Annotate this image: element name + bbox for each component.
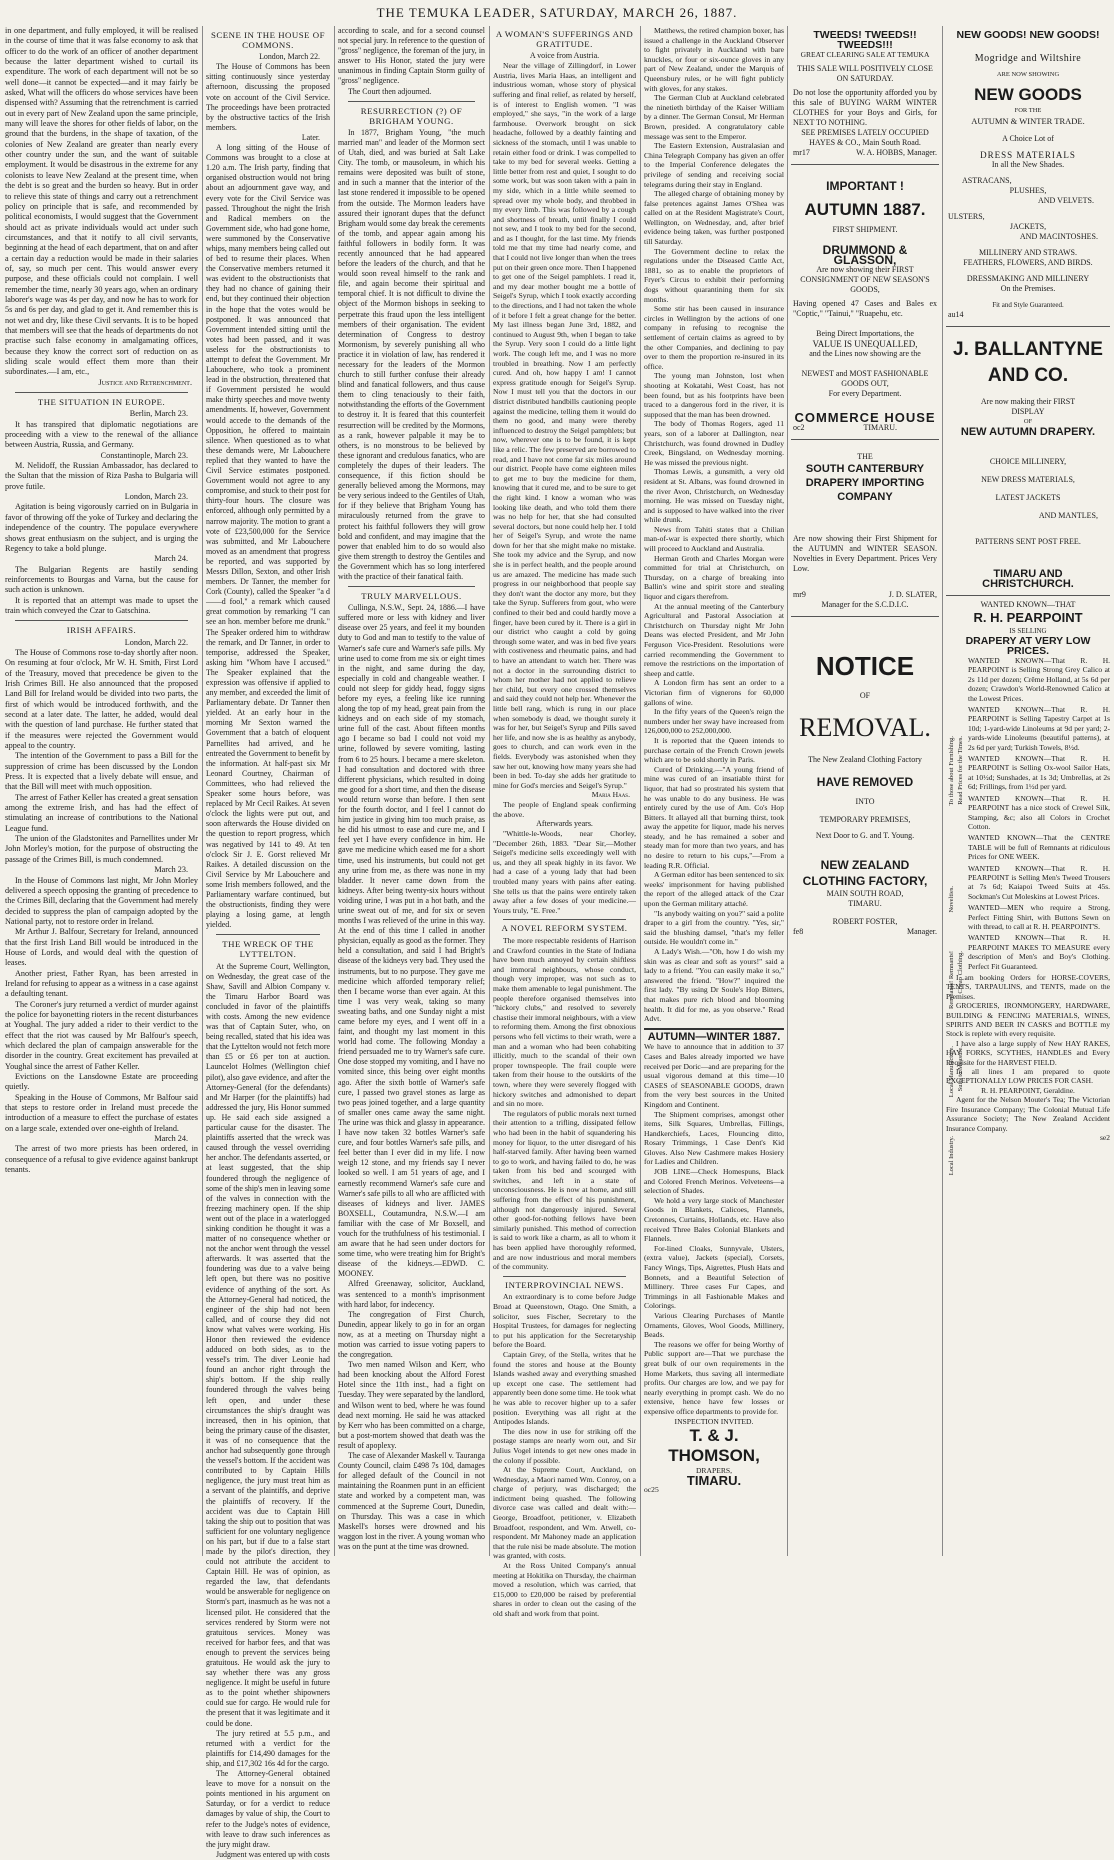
ballantyne-advertisement [946,327,1110,596]
ad-footer [793,148,937,158]
ad-text: Being Direct Importations, the [816,329,914,338]
pearpoint-side-captions [948,736,968,1236]
news-paragraph: At the Supreme Court, Wellington, on Wednesday, the great case of the Shaw, Savill and Albion Company v. the Timaru Harbor Board was concluded in favor of the plaintiffs with costs. Among the new evidence was that of Captain Suter, who, on being recalled, stated that his idea was that the Lyttelton would not fetch more than £5 or £6 per ton at auction. Launcelot Holmes (Wellington chief pilot), also gave evidence, and after the Attorney-General (for the defendants) and Mr Harper (for the plaintiffs) had addressed the jury, His Honor summed up. He said each side assigned a particular cause for the disaster. The plaintiffs asserted that the wreck was caused through the vessel overriding her anchor. The defendants asserted, or at least suggested, that the ship foundered through the negligence of some of the ship's men in leaving some of the valves in connection with the freezing machinery open. If the ship went out of the place in a waterlogged sinking condition he thought it was a matter of no consequence whether or not the anchor went through the vessel afterwards. It was asserted that the foundering was due to a valve being left open, but there was no positive evidence of anything of the sort. As the Attorney-General had noticed, the engineer of the ship had not been called, and of course they did not know what valves were working. His Honor then reviewed the evidence adduced on both sides, as to the vessel's trim. The diver Leonie had found an anchor right through the ship's bottom. If the ship really foundered through the valves being left open, and under these circumstances the ship's draught was increased, then in his opinion, that being the primary cause of the disaster, it was of no consequence that the anchor had subsequently gone through the vessel's bottom. If the accident was contributed to by Captain Hills negligence, the jury must treat him as a servant of the plaintiffs, and deprive the plaintiffs of recovery. If the accident was due to Captain Hill taking the ship out to position that was sufficient for one voluntary negligence on his part, but if due to a false start made by the pilot's direction, they could not attribute the accident to Captain Hill. He was of opinion, as regarded the law, that defendants would be answerable for negligence on Storm's part, inasmuch as he was not a licensed pilot. He considered that the services rendered by Storm were not gratuitous services. Money was received for harbor fees, and that was enough to prevent the services being gratuitous. He would ask the jury to say whether there was any gross negligence. It might be useful in future as to the point whether shipowners could sue for cargo. He would rule for the present that it was legitimate and it could be done. [206,961,331,1728]
news-paragraph: Alfred Greenaway, solicitor, Auckland, was sentenced to a month's imprisonment with hard labor, for indecency. [338,1279,485,1309]
ad-heading: HAVE REMOVED [816,775,914,789]
ad-code: au14 [948,310,964,319]
ad-firm-name: T. & J. THOMSON, [668,1426,760,1466]
side-caption: Local Industry. [948,1136,955,1176]
heading-novel-reform: A NOVEL REFORM SYSTEM. [501,923,628,934]
news-paragraph: The German Club at Auckland celebrated the ninetieth birthday of the Kaiser William by a dinner. The German Consul, Mr Herman Brown, presided. A congratulatory cable message was sent to the Emperor. [644,93,784,141]
ad-town: TIMARU. [686,1472,742,1488]
ad-town: TIMARU. [848,899,882,908]
news-paragraph: Another priest, Father Ryan, has been arrested in Ireland for refusing to appear as a witness in a case against a defaulting tenant. [5,968,198,999]
ad-text: ASTRACANS, [962,176,1012,185]
column-4 [493,26,636,1618]
ad-heading: IMPORTANT ! [826,179,904,193]
dateline: London, March 22. [259,52,320,62]
news-paragraph: At the Ross United Company's annual meeting at Hokitika on Thursday, the chairman moved a resolution, which was carried, that £15,000 to £20,000 be raised by preferential shares in order to clean out the casing of the old shaft and work from that point. [493,1561,636,1618]
wanted-item: WANTED KNOWN—That R. H. PEARPOINT is Selling Strong Grey Calico at 2s 11d per dozen; Crême Holland, at 5s 6d per dozen; Crawdon's World-Renowned Calico at the Lowest Prices. [968,656,1110,703]
ad-heading: NEW GOODS! NEW GOODS! [956,29,1100,41]
news-paragraph: It is reported that the Queen intends to purchase certain of the French Crown jewels which are to be sold shortly in Paris. [644,735,784,765]
news-paragraph: Cured of Drinking.—"A young friend of mine was cured of an insatiable thirst for liquor, that had so prostrated his system that he was unable to do any business. He was entirely cured by the use of Am. Co's Hop Bitters. It allayed all that burning thirst, took away the appetite for liquor, made his nerves steady, and he has remained a sober and steady man for more than two years, and has no desire to return to his cups,"—From a leading R.R. Official. [644,764,784,870]
news-paragraph: The arrest of Father Keller has created a great sensation among the extreme Irish, and has had the effect of stimulating an increase of contributions to the National League fund. [5,792,198,833]
dateline: London, March 22. [124,637,188,647]
ad-text: TEMPORARY PREMISES, [819,815,911,824]
divider [15,620,188,621]
heading-scene: SCENE IN THE HOUSE OF COMMONS. [211,30,325,51]
news-paragraph: The Attorney-General obtained leave to move for a nonsuit on the points mentioned in his argument on Saturday, or for a verdict to reduce damages by value of ship, the Court to refer to the Judge's notes of evidence, with leave to draw such inferences as the jury might draw. [206,1769,330,1849]
ad-text: Having opened 47 Cases and Bales ex "Coptic," "Tainui," "Ruapehu, etc. [793,299,937,318]
heading-resurrection: RESURRECTION (?) OF BRIGHAM YOUNG. [360,105,463,126]
news-paragraph: The intention of the Government to pass a Bill for the suppression of crime has been discussed by the London Press. It is expected that a lively debate will ensue, and that the Bill will meet with much opposition. [5,751,198,792]
ad-text: The New Zealand Clothing Factory [808,755,922,764]
ad-text: OF [859,691,871,700]
column-rule [202,26,203,1556]
news-paragraph: The Bulgarian Regents are hastily sending reinforcements to Bourgas and Varna, but the cause for such action is unknown. [5,564,198,595]
ad-text: We have to announce that in addition to 37 Cases and Bales already imported we have received per Doric—and are preparing for the usual vigorous demand at this time—10 CASES of SEASONABLE GOODS, drawn from the very best sources in the United Kingdom and Continent. [644,1042,784,1109]
news-paragraph: In the House of Commons last night, Mr John Morley delivered a speech opposing the granting of precedence to the Crimes Bill, declaring that the Government had merely decided to suppress the plan of campaign adopted by the National party, not to restore order in Ireland. [5,875,198,926]
ad-text: Agent for the Nelson Mouter's Tea; The Victorian Fire Insurance Company; The Colonial Mutual Life Assurance Society; The New Zealand Accident Insurance Company. [946,1095,1110,1133]
ad-text: SEE PREMISES LATELY OCCUPIED HAYES & CO., Main South Road. [801,128,929,147]
tweeds-advertisement [791,26,939,165]
ad-heading: AUTUMN 1887. [804,200,926,219]
ad-text: Are now showing their First Shipment for the AUTUMN and WINTER SEASON. Novelties in Every Department. Prices Very Low. [793,534,937,573]
ad-text: VALUE IS UNEQUALLED, [812,339,918,349]
news-paragraph: At the Supreme Court, Auckland, on Wednesday, a Maori named Wm. Conroy, on a charge of perjury, was discharged; the indictment being quashed. The following divorce case was called and dealt with:—George, Broadfoot, petitioner, v. Elizabeth Broadfoot, respondent, and Wm. Atwell, co-respondent. Mr Mahoney made an application that the rule nisi be made absolute. The motion was granted, with costs. [493,1465,636,1561]
ad-text: I am booking Orders for HORSE-COVERS, TENTS, TARPAULINS, and TENTS, made on the Premises. [946,973,1110,1001]
news-paragraph: Captain Grey, of the Stella, writes that he found the stores and house at the Bounty Islands washed away and everything smashed up except one case. The settlement had apparently been done some time. He took what he was able to recover higher up to a safer position. Everything was all right at the Antipodes Islands. [493,1349,636,1427]
news-paragraph: Some stir has been caused in insurance circles in Wellington by the actions of one company in refusing to recognise the settlement of certain claims as agreed to by the other Companies, and declining to pay over to them the proportion re-insured in its office. [644,304,784,371]
ad-heading: REMOVAL. [799,713,931,742]
column-rule [787,26,788,1556]
ad-firm-name: J. BALLANTYNE [953,339,1103,360]
ad-signature: Manager for the S.C.D.I.C. [821,600,909,609]
wanted-item: WANTED—MEN who require a Strong, Perfect Fitting Shirt, with Buttons Sewn on with thread, to call at R. H. PEARPOINT'S. [968,903,1110,931]
ad-heading: DRAPERY AT VERY LOW PRICES. [965,635,1091,657]
heading-womans-sufferings: A WOMAN'S SUFFERINGS AND GRATITUDE. [495,29,634,49]
news-paragraph: It is reported that an attempt was made to upset the train which conveyed the Czar to Gatschina. [5,595,198,615]
ad-signature: W. A. HOBBS, Manager. [856,148,937,157]
ad-text: We hold a very large stock of Manchester Goods in Blankets, Calicoes, Flannels, Cretonnes, Curtains, Hollands, etc. Have also received Three Bales Colonial Blankets and Flannels. [644,1195,784,1244]
divider [15,392,188,393]
news-paragraph: In 1877, Brigham Young, "the much married man" and leader of the Mormon sect of Utah, died, and was buried at Salt Lake City. The tomb, or mausoleum, in which his remains were deposited was built of stone, and in such a manner that the interior of the last stone rendered it impossible to be opened from the outside. The Mormon leaders have assured their ignorant dupes that the defunct Brigham would some day break the cerements of the tomb, and appear again among his faithful followers in bodily form. It was recently announced that he had appeared before the leaders of the church, and that he would soon reveal himself to the rank and file, and again become their spiritual and temporal chief. It is not difficult to divine the object of the Mormon bishops in seeking to perpetrate this fraud upon the less intelligent members of their organisation. The evident determination of Congress to destroy Mormonism, by severely punishing all who practice it in violation of law, has rendered it necessary for the leaders of the Mormon church to still further confuse their already blind and fanatical followers, and thus cause them to cling tenaciously to their faith, notwithstanding the efforts of the Government to destroy it. It is feared that this counterfeit resurrection will be credited by the Mormons, as a rank, however palpable it may be to others, is no monstrous to be believed by these ignorant and credulous fanatics, who are completely the dupes of their leaders. The consequence, if this fiction should be generally believed among the Mormons, may be very serious indeed to the Gentiles of Utah, for if they believe that Brigham Young has miraculously returned from the grave to protect his faithful followers they will grow bold and confident, and may imagine that the power that enabled him to do so would also give them strength to destroy the Gentiles and the Government which has so long interfered with the practice of their fanatical faith. [338,127,485,581]
news-paragraph: The union of the Gladstonites and Parnellites under Mr John Morley's motion, for the purpose of obstructing the passage of the Crimes Bill, is much condemned. [5,834,198,864]
subheading: Afterwards years. [536,819,593,829]
ad-code: se2 [1100,1132,1110,1142]
ad-code: mr9 [793,590,806,599]
wanted-item: WANTED KNOWN—That the CENTRE TABLE will be full of Remnants at ridiculous Prices for ONE WEEK. [968,833,1110,862]
ad-signature: J. D. SLATER, [888,590,937,599]
masthead: THE TEMUKA LEADER, SATURDAY, MARCH 26, 1887. [376,5,738,20]
news-paragraph: It has transpired that diplomatic negotiations are proceeding with a view to the renewal of the alliance between Austria, Russia, and Germany. [5,419,198,450]
wanted-list [946,656,1110,971]
ad-text: IS SELLING [1009,627,1047,635]
divider [503,1276,626,1277]
column-2 [206,26,331,1859]
news-paragraph: The Government decline to relax the regulations under the Diseased Cattle Act, 1881, so as to enable the proprietors of Fryer's Circus to exhibit their performing dogs without quarantining them for six months. [644,246,784,304]
column-6 [791,26,939,1556]
news-paragraph: Speaking in the House of Commons, Mr Balfour said that steps to restore order in Ireland must precede the introduction of a measure to effect the purchase of estates on a large scale, extended over one-eighth of Ireland. [5,1092,198,1133]
news-paragraph: The people of England speak confirming the above. [493,799,636,819]
news-paragraph: The case of Alexander Maskell v. Tauranga County Council, claim £498 7s 10d, damages for alleged default of the Council in not maintaining the Roanmen punt in an efficient state and worked by a competent man, was commenced at the Supreme Court, Dunedin, on Thursday. This was a case in which Maskell's horses were drowned and his waggon lost in the river. A young woman who was on the punt at the time was drowned. [338,1451,485,1551]
news-paragraph: The young man Johnston, lost when shooting at Kokatahi, West Coast, has not been found, but as his footprints have been traced to a dangerous ford in the river, it is supposed that the man has been drowned. [644,371,784,419]
wanted-item: WANTED KNOWN—That R. H. PEARPOINT is Selling Ox-wool Sailor Hats, at 10½d; Sunshades, at 1s 3d; Umbrellas, at 2s 6d; Frillings, from 1½d per yard. [968,754,1110,792]
ad-text: INTO [855,797,875,806]
ad-text: AND VELVETS. [1037,196,1094,205]
ad-text: Are now making their FIRST [980,397,1076,406]
ad-text: Fit and Style Guaranteed. [992,301,1064,309]
wanted-item: WANTED KNOWN—That R. H. PEARPOINT has a nice stock of Crewel Silk, Stamping, &c; also all Colors in Crochet Cotton. [968,793,1110,831]
ad-code: fe8 [793,927,804,936]
heading-europe: THE SITUATION IN EUROPE. [37,397,166,408]
ad-heading: NOTICE [815,651,915,681]
news-paragraph: Cullinga, N.S.W., Sept. 24, 1886.—I have suffered more or less with kidney and liver disease over 25 years, and feel it my bounden duty to God and man to testify to the value of Warner's safe cure and Warner's safe pills. My urine used to come from me six or eight times in the night, and same during the day, especially in cold and changeable weather. I could not sleep for giddy head, foggy signs before my eyes, a feeling like ice running along the top of my head, great pain from the kidneys and on each side of my stomach, urine full of the cast. About fifteen months ago I became so bad I could not void my urine, followed by severe vomiting, lasting from 6 to 25 hours. I became a mere skeleton. I had consultation and doctored with three different physicians, which resulted in doing me good for a short time, and then the disease would return worse than before. I then sent for the fourth doctor, and I feel I cannot do him justice in giving him too much praise, as he did his utmost to ease and cure me, and I feel yet I have every confidence in him. He gave me medicine which eased me for a short time, used his instruments, but could not get any urine from me, as there was none in my bladder. It never came down from the kidneys. After being twenty-six hours without voiding urine, I was put in a hot bath, and the urine sweat out of me, and for six or seven months I was relieved of the urine in this way. At the end of this time I called in another physician, equally as good as the former. They held a consultation, and said I had Bright's disease of the kidneys very bad. They used the instruments, but to no purpose. They gave me medicine which afforded temporary relief; then I became worse than ever again. At this time I was very weak, taking so many sweating baths, and one Sunday night a mist came before my eyes, and I went off in a faint, and thought my last moment in this world had come. The following Monday a friend persuaded me to try Warner's safe cure. One dose stopped my vomiting, and I have no vomited since, this being over eight months ago. After the sixth bottle of Warner's safe cure, I passed two gravel stones as large as two peas joined together, and a large quantity of smaller ones came away the same night. The urine was thick and glassy in appearance. I have now taken 32 bottles Warner's safe cure, and four bottles Warner's safe pills, and feel better than I ever did in my life. I now weigh 12 stone, and my friends say I never looked so well. I am 51 years of age, and I earnestly recommend Warner's safe cure and Warner's safe pills to all who are afflicted with diseases of kidneys and liver. JAMES BOXSELL, Coutamundra, N.S.W.—I am familiar with the case of Mr Boxsell, and vouch for the truthfulness of his testimonial. I am aware that he had seen under doctors for some time, who were treating him for Bright's disease of the kidneys.—EDWD. C. MOONEY. [338,603,486,1279]
ad-text: MILLINERY AND STRAWS. [979,248,1077,257]
ad-text: In all lines I am prepared to quote EXCEPTIONALLY LOW PRICES FOR CASH. [946,1067,1110,1086]
ad-text: FIRST SHIPMENT. [832,225,898,234]
ad-text: In all the New Shades. [991,160,1065,169]
removal-advertisement [791,617,939,943]
news-paragraph: Matthews, the retired champion boxer, has issued a challenge in the Auckland Observer to fight privately in Auckland with bare knuckles, or four or six-ounce gloves in any part of New Zealand, under the Marquis of Queensbury rules, or he will fight publicly with gloves, for any stakes. [644,26,784,93]
subheading: A voice from Austria. [529,51,600,61]
column-1 [5,26,198,1556]
ad-text: DISPLAY [1011,407,1045,416]
news-paragraph: Mr Arthur J. Balfour, Secretary for Ireland, announced that the first Irish Land Bill would be introduced in the House of Lords, and would deal with the question of leases. [5,927,198,968]
news-paragraph: The House of Commons has been sitting continuously since yesterday afternoon, discussing the proposed vote on account of the Civil Service. The proceedings have been protracted by the obstructive tactics of the Irish members. [206,62,330,132]
news-paragraph: The regulators of public morals next turned their attention to a trifling, dissipated fellow who had been in the habit of squandering his money for liquor, to the utter disregard of his half-starved family. After having been warned to go to work, and having failed to do, he was taken from his bed and scourged with switches, and left in a state of unconsciousness. He is now at home, and still suffering from the effect of his punishment, although not dangerously injured. Several other good-for-nothing fellows have been similarly punished. This method of correction is said to work like a charm, as all to whom it has been applied have thoroughly reformed, and are now industrious and moral members of the community. [493,1108,636,1272]
ad-text: For-lined Cloaks, Sunnyvale, Ulsters, (extra value), Jackets (special), Corsets, Fancy Wings, Tips, Aigrettes, Plush Hats and Bonnets, and a Beautiful Selection of Millinery. Three cases Fur Capes, and Trimmings in all Fashionable Makes and Colorings. [644,1243,784,1311]
news-paragraph: Herman Groth and Charles Morgan were committed for trial at Christchurch, on Thursday, on a charge of breaking into Ballin's wine and spirit store and stealing liquor and cigars therefrom. [644,553,784,602]
ad-footer [793,927,937,937]
signature: Maria Haas. [591,790,630,800]
side-caption: Novelties. [948,886,955,913]
wanted-item: WANTED KNOWN—That R. H. PEARPOINT MAKES TO MEASURE every description of Men's and Boy's Clothing. Perfect Fit Guaranteed. [968,933,1110,971]
ad-firm-name: Mogridge and Wiltshire [974,53,1082,64]
news-paragraph: Thomas Lewis, a gunsmith, a very old resident at St. Albans, was found drowned in the river Avon, Christchurch, on Wednesday morning. He was missed on Tuesday night, and is supposed to have walked into the river while drunk. [644,467,784,525]
news-paragraph: "Is anybody waiting on you?" said a polite draper to a girl from the country. "Yes, sir," said the blushing damsel, "that's my feller outside. He wouldn't come in." [644,908,784,947]
news-paragraph: The Coroner's jury returned a verdict of murder against the police for bayonetting rioters in the recent disturbances at Youghal. The jury added a rider to their verdict to the effect that the riot was caused by Mr Balfour's speech, which declared the plan of campaign answerable for the disorder in the country. Great excitement has prevailed at Youghal since the arrest of Father Keller. [5,999,198,1071]
ad-signature: Manager. [907,927,937,936]
dateline: March 23. [154,865,188,875]
news-paragraph: A German editor has been sentenced to six weeks' imprisonment for having published the report of the alleged attack of the Czar upon the German military attaché. [644,870,784,909]
ad-text: THIS SALE WILL POSITIVELY CLOSE ON SATURDAY. [797,64,933,83]
dateline: March 24. [154,554,188,564]
column-7 [946,26,1110,1556]
ad-text: AND MANTLES, [1038,511,1098,520]
divider [216,934,320,935]
news-paragraph: News from Tahiti states that a Chilian man-of-war is expected there shortly, which will proceed to Auckland and Australia. [644,524,784,554]
ad-text: FEATHERS, FLOWERS, AND BIRDS. [963,258,1093,267]
ad-text: ULSTERS, [948,212,985,221]
heading-interprovincial: INTERPROVINCIAL NEWS. [505,1279,624,1290]
column-rule [640,26,641,1556]
ad-text: LATEST JACKETS [995,493,1061,502]
ad-text: WANTED KNOWN—THAT [980,600,1076,609]
ad-signature: R. H. PEARPOINT, Geraldine. [981,1085,1075,1095]
ad-text: The Shipment comprises, amongst other items, Silk Squares, Umbrellas, Fillings, Handkerchiefs, Laces, Flouncing ditto, Rosary Trimmings, 1 Case Dent's Kid Gloves. Also New Cashmere makes Hosiery for Ladies and Children. [644,1109,784,1167]
ad-heading: AUTUMN—WINTER 1887. [647,1030,781,1043]
ad-text: FOR THE [1014,107,1042,114]
pearpoint-tail [946,973,1110,1142]
ad-heading: TWEEDS! TWEEDS!! TWEEDS!!! [813,29,917,51]
ad-firm-name: COMMERCE HOUSE [794,410,936,425]
news-paragraph: A London firm has sent an order to a Victorian firm of vignerons for 60,000 gallons of wine. [644,678,784,707]
ad-text: and the Lines now showing are the [809,349,921,358]
column-5 [644,26,784,1556]
dateline: Constantinople, March 23. [100,450,188,460]
ad-text: NEW DRESS MATERIALS, [981,475,1075,484]
heading-irish: IRISH AFFAIRS. [66,625,137,636]
ad-text: JACKETS, [1009,222,1047,231]
ad-text: GROCERIES, IRONMONGERY, HARDWARE, BUILDING & FENCING MATERIALS, WINES, SPIRITS AND BEER IN CASKS and BOTTLE my Stock is replete with every requisite. [946,1001,1110,1039]
ad-text: Next Door to G. and T. Young. [815,831,915,840]
news-paragraph: The body of Thomas Rogers, aged 11 years, son of a laborer at Dallington, near Christchurch, was found drowned in Dudley Creek, Bingsland, on Wednesday morning. He was missed the previous night. [644,419,784,467]
news-paragraph: The Court then adjourned. [348,86,432,96]
dateline: Berlin, March 23. [129,409,188,419]
news-paragraph: An extraordinary is to come before Judge Broad at Queenstown, Otago. One Smith, a solicitor, sues Fischer, Secretary to the Hospital Trustees, for damages for neglecting to put his application for the Secretaryship before the Board. [493,1292,636,1350]
news-paragraph: The alleged charge of obtaining money by false pretences against James O'Shea was called on at the Resident Magistrate's Court, Wellington, on Wednesday, and, after brief evidence being taken, was further postponed till Saturday. [644,189,784,247]
ad-code: oc2 [793,423,805,432]
side-caption: Cheap Clothing. [957,951,964,994]
ad-signature: ROBERT FOSTER, [832,917,898,926]
dateline: London, March 23. [124,492,188,502]
ad-heading: NEW AUTUMN DRAPERY. [960,426,1096,438]
south-canterbury-advertisement [791,440,939,617]
ad-text: AND MACINTOSHES. [1019,232,1098,241]
ad-code: mr17 [793,148,810,157]
ad-text: ARE NOW SHOWING [996,71,1060,78]
column-3 [338,26,485,1556]
news-paragraph: "Whittle-le-Woods, near Chorley, "December 26th, 1883. "Dear Sir,—Mother Seigel's medicine sells exceedingly well with us, and they all speak highly in its favor. We had a case of a young lady that had been troubled many years with pains after eating. She tells us that the pains were entirely taken away after a few doses of your medicine.—Yours truly, "E. Free." [493,829,636,915]
side-caption: Remnants! Remnants! [948,951,955,1009]
ad-heading: NEW GOODS [974,85,1082,104]
ad-text: AUTUMN & WINTER TRADE. [971,116,1085,126]
news-paragraph: Evictions on the Lansdowne Estate are proceeding quietly. [5,1072,198,1092]
news-paragraph: A long sitting of the House of Commons was brought to a close at 1.20 a.m. The Irish party, finding that organised obstruction would not bring about an adjournment gave way, and every vote for the Civil Service was passed. Throughout the night the Irish and Radical members on the Government side, who had gone home, were summoned by the Conservative whips, many members being called out of bed to resume their places. When the Conservative members returned it was evident to the obstructionists that they had no chance of gaining their end, but they continued their objection in the hope that the votes would be postponed. It was announced that Government intended sitting until the votes had been passed, and it was useless for the obstructionists to attempt to defeat the Government. Mr Labouchere, who took a prominent lead in the obstruction, threatened that if Government persisted he would make thirty speeches and move twenty amendments. If, however, Government would accede to the demands of the Opposition, he offered to maintain silence. When questioned as to what these demands were, Mr Labouchere replied that they wanted to have the Civil Service estimates postponed. Government would not agree to any compromise, and stuck to their post for thirty-four hours. The closure was enforced, although only permitted by a narrow majority. The motion to grant a vote of £23,500,000 for the Service was submitted, and Mr Labouchere moved as an amendment that progress be reported, and was supported by Messrs Dillon, Sexton, and other Irish members. Dr Tanner, the member for Cork (County), called the Speaker "a d——d fool," a remark which caused great commotion by remarking "I can see an hon. member before me drunk." The Speaker ordered him to withdraw the remark, and Dr Tanner, in order to temporise, addressed the Speaker, asking him "Whom have I accused." The Speaker explained that the expression was offensive if applied to any member, and exceeded the limit of Parliamentary debate. Dr Tanner then yielded. At an early hour in the morning Mr Sexton warned the Government that a batch of eloquent Parnellites had arrived, and he entreated the Government to benefit by the information. At half-past six Mr Leonard Courtney, Chairman of Committees, who had relieved the Speaker some hours before, was replaced by Mr Cecil Raikes. At seven o'clock the lights were put out, and soon afterwards the House divided on the question to report progress, which was negatived by 141 to 49. At ten o'clock Sir J. E. Gorst relieved Mr Raikes. A detailed discussion on the Civil Service by Mr Labouchere and some Irish members followed, and the Parliamentary warfare continued, but the obstructionists, finding they were playing a losing game, at length yielded. [206,143,330,930]
ad-text: The reasons we offer for being Worthy of Public support are—That we purchase the great bulk of our own requirements in the Home Markets, thus saving all intermediate profits. Our charges are low, and we pay for nearly everything in prompt cash. We do no extensive, hence have few losses or expensive office departments to provide for. [644,1339,784,1416]
column-rule [489,26,490,1556]
ad-text: Are now showing their FIRST CONSIGNMENT OF NEW SEASON'S GOODS, [800,265,930,294]
ad-firm-name: NEW ZEALAND CLOTHING FACTORY, [802,858,928,888]
ad-text: I have also a large supply of New HAY RAKES, HAY FORKS, SCYTHES, HANDLES and Every Requisite for the HARVEST FIELD. [946,1038,1110,1067]
ad-text: PLUSHES, [1009,186,1047,195]
ad-text: A Choice Lot of [1002,134,1054,143]
news-paragraph: The more respectable residents of Harrison and Crawford counties in the State of Indiana have been much annoyed by certain shiftless and immoral neighbours, whose conduct, though very improper, was not such as to make them amenable to legal punishment. The people therefore organised themselves into "hickory clubs," and resolved to severely chastise their immoral neighbours, with a view to reforming them. Among the first obnoxious persons who fell victims to their wrath, were a man and a woman who had been cohabiting illicitly, much to the scandal of their own proper townspeople. The frail couple were taken from their house to the outskirts of the town, where they were severely flogged with hickory switches and admonished to depart and sin no more. [493,936,636,1109]
ad-text: Various Clearing Purchases of Mantle Ornaments, Gloves, Wool Goods, Millinery, Beads. [644,1310,784,1340]
divider [503,919,626,920]
wanted-item: WANTED KNOWN—That R. H. PEARPOINT is Selling Men's Tweed Trousers at 7s 6d; Kaiapoi Tweed Suits at 45s. Sockman's Cut Moleskins at Lowest Prices. [968,863,1110,901]
news-paragraph: Agitation is being vigorously carried on in Bulgaria in favor of throwing off the yoke of Turkey and declaring the independence of the country. The populace everywhere shows great enthusiasm on the subject, and is urging the Regency to take a bold plunge. [5,502,198,553]
ad-footer [793,590,937,600]
mogridge-advertisement [946,26,1110,327]
ad-firm-name: DRUMMOND & GLASSON, [822,243,908,267]
side-caption: To those about Furnishing. [948,736,955,806]
news-paragraph: At the annual meeting of the Canterbury Agricultural and Pastoral Association at Christchurch on Thursday night Mr John Deans was elected President, and Mr John Ferguson Vice-President. Resolutions were carried recommending the Government to remove the restrictions on the importation of sheep and cattle. [644,601,784,678]
news-paragraph: In the fifty years of the Queen's reign the numbers under her sway have increased from 126,000,000 to 252,000,000. [644,707,784,736]
side-caption: Local Manufacture. [948,1046,955,1098]
ad-text: MAIN SOUTH ROAD, [826,889,904,898]
letter-signature: Justice and Retrenchment. [98,377,192,387]
heading-wreck: THE WRECK OF THE LYTTELTON. [222,939,314,960]
news-paragraph: according to scale, and for a second counsel not special jury. In reference to the question of "gross" negligence, the foreman of the jury, in answer to His Honor, stated the jury were unanimous in finding Captain Storm guilty of "gross" negligence. [338,26,485,86]
news-paragraph: Judgment was entered up with costs [216,1849,330,1859]
ad-town: TIMARU. [863,423,897,432]
column-rule [942,26,943,1556]
thomson-advertisement [644,1028,784,1495]
pearpoint-advertisement [946,596,1110,1142]
letter-text: in one department, and fully employed, it will be realised in the course of time that it was false economy to ask that officer to do the work of an officer of another department because the latter department wished to curtail its expenditure. The work of each department will not be so well done—it cannot be expected—and it may fairly be asked, What will the officers do whose services have been dispensed with? Assuming that the retrenchment is carried out in every part of New Zealand upon the same principle, many will leave the shores for other fields of labor, on the ground that the burdens, in the shape of taxation, of the colonies of New Zealand are greater than nearly every other country under the sun, and the want of suitable employment. It would be disastrous in the extreme for any colonists to leave New Zealand at the present time, when the debt is so great and the burden so heavy. But in order to relieve this state of things and carry out a retrenchment policy on principle that is safe, and recommended by political economists, I would suggest that the Government should act as private individuals would act under such circumstances, and that it notify to all civil servants, beginning at the head of each department, that on and after a certain day a reduction would be made in their salaries of, say, so much per cent. This would answer every purpose, and these officials could not complain. I well remember the time, nearly 30 years ago, when an ordinary laborer's wage was 4s per day, and now he has to work for 5s and 6s per day, and glad to get it. And remember this is not wet and dry, like these Civil servants. It is to be hoped that members will see that the heads of departments do not practise such false economy in amalgamating offices, because they know the correct sort of reduction on as sliding scale would effect them more than their subordinates.—I am, etc., [5,26,198,377]
ad-text: DRESSMAKING AND MILLINERY [966,274,1090,283]
ad-text: JOB LINE—Check Homespuns, Black and Colored French Merinos. Velveteens—a selection of Shades. [644,1167,784,1196]
news-paragraph: The arrest of two more priests has been ordered, in consequence of a refusal to give evidence against bankrupt tenants. [5,1144,198,1175]
news-paragraph: M. Nelidoff, the Russian Ambassador, has declared to the Sultan that the mission of Riza Pasha to Bulgaria will prove futile. [5,461,198,491]
news-paragraph: Two men named Wilson and Kerr, who had been knocking about the Alford Forest Hotel since the 11th inst., had a fight on Tuesday. They were separated by the landlord, and Wilson went to bed, where he was found dead next morning. He said he was attacked by Kerr who has been committed on a charge, but a post-mortem showed that death was the result of apoplexy. [338,1360,485,1450]
ad-firm-name: AND CO. [987,365,1069,386]
ad-text: NEWEST and MOST FASHIONABLE GOODS OUT, [801,369,929,388]
drummond-advertisement [791,165,939,440]
ad-text: Do not lose the opportunity afforded you by this sale of BUYING WARM WINTER CLOTHES for your Boys and Girls, for NEXT TO NOTHING. [793,88,937,127]
wanted-item: WANTED KNOWN—That R. H. PEARPOINT is Selling Tapestry Carpet at 1s 10d; 1-yard-wide Linoleums at 9d per yard; 2-yards-wide Linoleums (beautiful patterns), at 2s 6d per yard; Turkish Towels, 8½d. [968,705,1110,752]
divider [348,101,475,102]
newspaper-page [0,26,1114,1859]
ad-code: oc25 [644,1485,659,1495]
ad-heading: TIMARU AND CHRISTCHURCH. [982,568,1074,590]
ad-text: INSPECTION INVITED. [674,1416,754,1426]
ad-firm-name: R. H. PEARPOINT [973,610,1083,625]
column-rule [334,26,335,1556]
news-paragraph: The jury retired at 5.5 p.m., and returned with a verdict for the plaintiffs for £14,490 damages for the ship, and £17,302 16s 4d for the cargo. [206,1728,330,1768]
news-paragraph: The Eastern Extension, Australasian and China Telegraph Company has given an offer to the Imperial Conference delegates the privilege of sending and receiving social telegrams during their stay in England. [644,141,784,189]
news-paragraph: The congregation of First Church, Dunedin, appear likely to go in for an organ now, as at a meeting on Thursday night a motion was carried to issue voting papers to the congregation. [338,1309,485,1360]
news-paragraph: The dies now in use for striking off the postage stamps are nearly worn out, and Sir Julius Vogel intends to get new ones made in the colony if possible. [493,1426,636,1465]
divider [348,586,475,587]
ad-text: PATTERNS SENT POST FREE. [975,537,1081,546]
ad-firm-name: SOUTH CANTERBURY DRAPERY IMPORTING COMPANY [805,463,925,503]
ad-text: OF [1023,418,1033,425]
news-paragraph: Near the village of Zillingdorf, in Lower Austria, lives Maria Haas, an intelligent and industrious woman, whose story of physical suffering and final relief, as related by herself, is of interest to English women. "I was employed," she says, "in the work of a large farmhouse. Overwork brought on sick headache, followed by a deathly fainting and sickness of the stomach, until I was unable to retain either food or drink. I was compelled to take to my bed for several weeks. Getting a little better from rest and quiet, I sought to do some work, but was soon taken with a pain in my side, which in a little while seemed to spread over my whole body, and throbbed in my every limb. This was followed by a cough and shortness of breath, until finally I could not sew, and I took to my bed for the second, and as I thought, for the last time. My friends told me that my time had nearly come, and that I could not live longer than when the trees put on their green once more. Then I happened to get one of the Seigel pamphlets. I read it, and my dear mother bought me a bottle of Seigel's Syrup, which I took exactly according to the directions, and I had not taken the whole of it before I felt a great change for the better. My last illness began June 3rd, 1882, and continued to August 9th, when I began to take the Syrup. Very soon I could do a little light work. The cough left me, and I was no more troubled in breathing. Now I am perfectly cured. And oh, how happy I am! I cannot express gratitude enough for Seigel's Syrup. Now I must tell you that the doctors in our district distributed handbills cautioning people against the medicine, telling them it would do them no good, and many were thereby influenced to destroy the Seigel pamphlets; but now, wherever one is to be found, it is kept like a relic. The few preserved are borrowed to read, and I have not come far six miles around our district. People have come eighteen miles to get me to buy the medicine for them, knowing that it cured me, and to be sure to get the right kind. I know a woman who was looking like death, and who told them there was no help for her, that she had consulted several doctors, but none could help her. I told her of Seigel's Syrup, and wrote the name down for her that she might make no mistake. She took my advice and the Syrup, and now she is in perfect health, and the people around us are amazed. The medicine has made such progress in our neighborhood that people say they don't want the doctor any more, but they take the Syrup. Sufferers from gout, who were confined to their bed and could hardly move a finger, have been cured by it. There is a girl in our district who caught a cold by going through some water, and was in bed five years with costiveness and rheumatic pains, and had to have an attendant to watch her. There was not a doctor in the surrounding district to whom her mother had not applied to relieve her child, but every one crossed themselves and said they could not help her. Whenever the little bell rang, which is rung in our place when somebody is dead, we thought surely it was for her, but Seigel's Syrup and Pills saved her life, and now she is as healthy as anybody, goes to church, and can work even in the fields. Everybody was astonished when they saw her out, knowing how many years she had been in bed. To-day she adds her gratitude to mine for God's mercies and Seigel's Syrup." [493,61,636,790]
ad-text: On the Premises. [1000,284,1056,293]
ad-text: DRESS MATERIALS [980,150,1076,160]
ad-text: CHOICE MILLINERY, [989,457,1067,466]
news-paragraph: A Lady's Wish.—"Oh, how I do wish my skin was as clear and soft as yours!" said a lady to a friend. "You can easily make it so," answered the friend. "How?" inquired the first lady. "By using Dr Soule's Hop Bitters, that makes pure rich blood and blooming health. It did for me, as you observe." Read Advt. [644,947,784,1024]
ad-text: GREAT CLEARING SALE AT TEMUKA [800,50,930,59]
dateline: Later. [301,132,320,142]
side-caption: Read Prices for the Times. [957,736,964,805]
ad-text: DRAPERS, [695,1466,733,1476]
ad-text: For every Department. [828,389,902,398]
heading-truly-marvellous: TRULY MARVELLOUS. [361,591,462,602]
side-caption: Suits to Measure. [957,1046,964,1092]
news-paragraph: The House of Commons rose to-day shortly after noon. On resuming at four o'clock, Mr W. H. Smith, First Lord of the Treasury, moved that precedence be given to the Irish Crimes Bill. He also announced that the proposed Land Bill for Ireland would be divided into two parts, the first of which would be introduced forthwith, and the second at a later date. The latter, he added, would deal with the question of land purchase. He further stated that if the measures were rejected the Government would appeal to the country. [5,647,198,751]
dateline: March 24. [154,1134,188,1144]
ad-text: THE [857,452,873,461]
